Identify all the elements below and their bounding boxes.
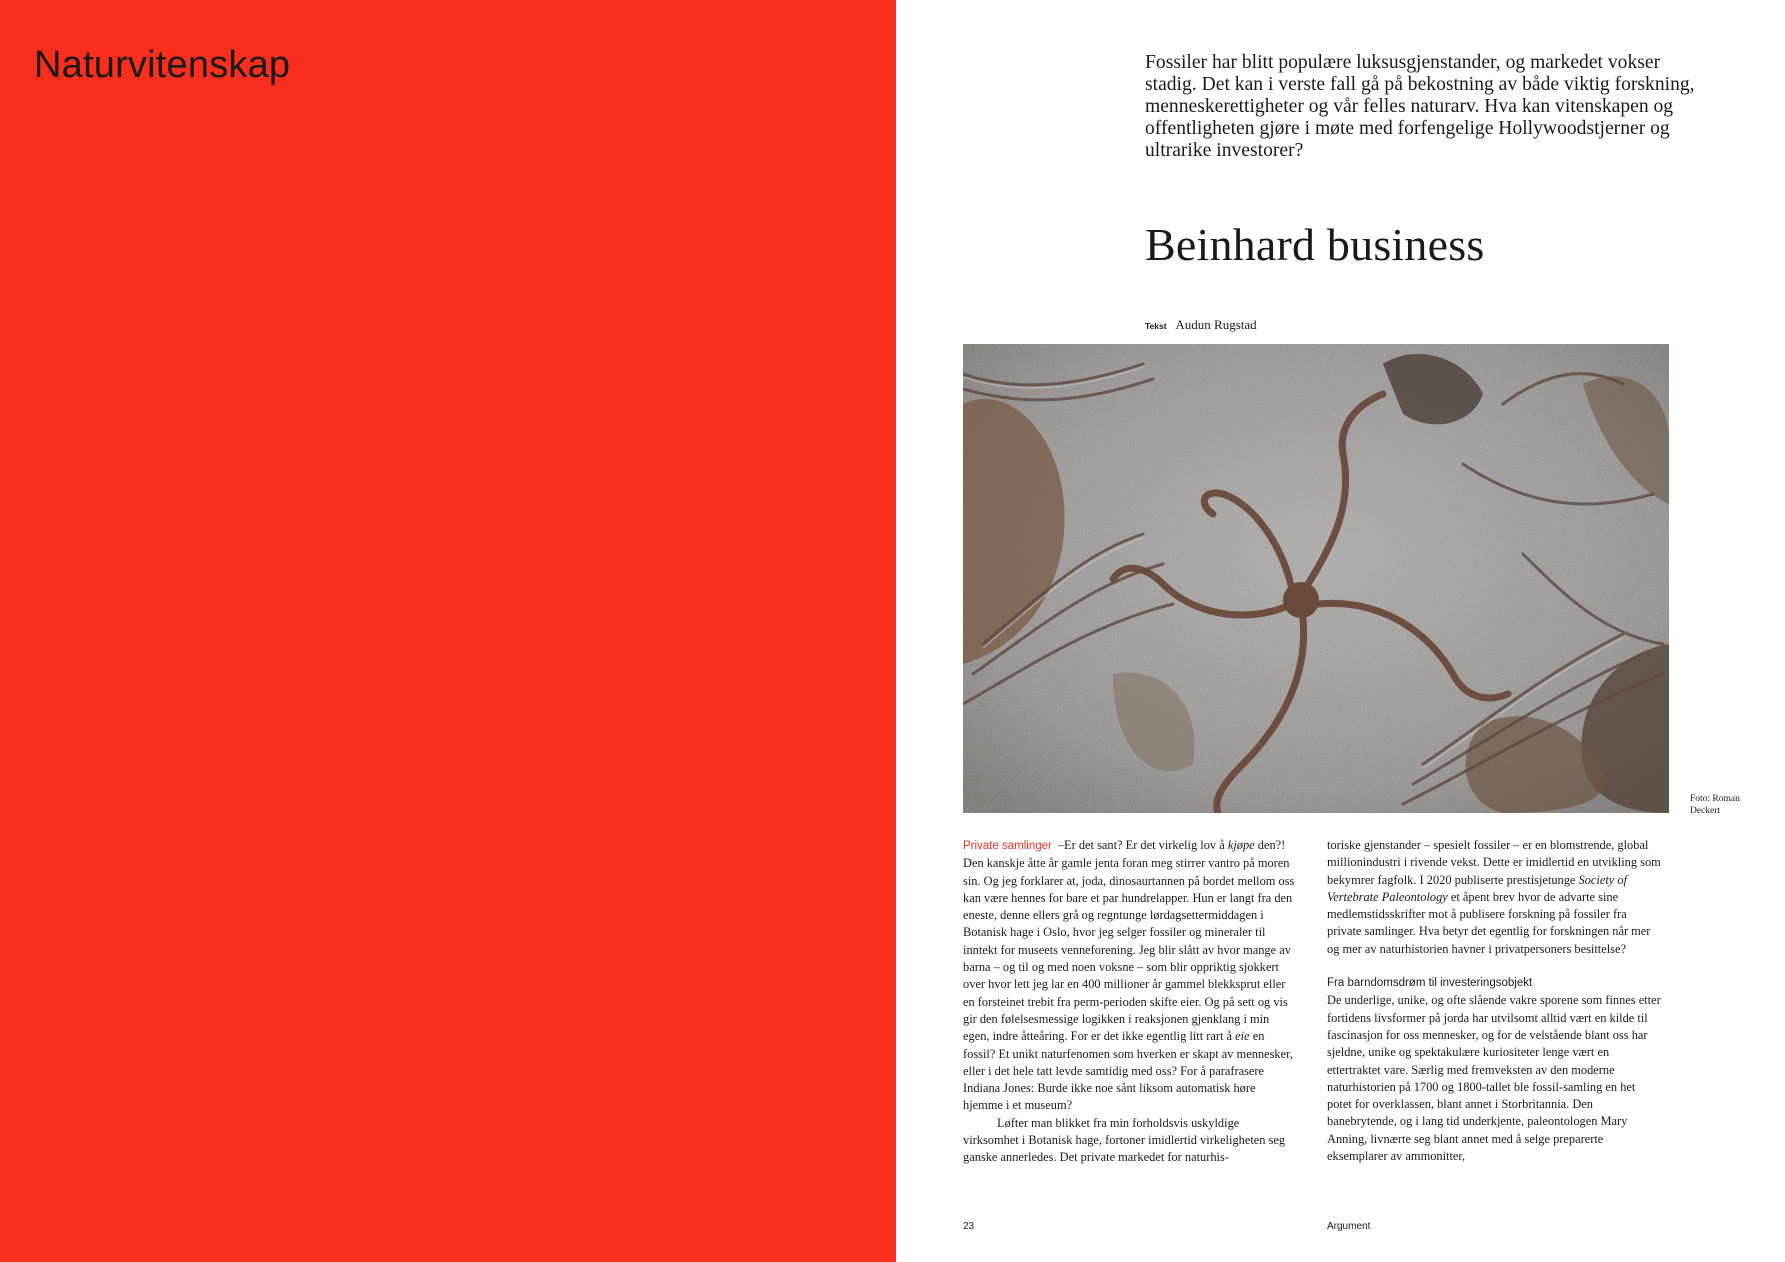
fossil-photo <box>963 344 1669 813</box>
subheading: Fra barndomsdrøm til investeringsobjekt <box>1327 977 1533 990</box>
text-run: en fossil? Et unikt naturfenomen som hverken er skapt av mennesker, eller i det hele tatt levde samtidig med oss? For å parafrasere Indiana Jones: Burde ikke noe sånt liksom automatisk høre hjemme i et museum? <box>963 1029 1293 1113</box>
emphasis: kjøpe <box>1227 838 1255 852</box>
text-run: –Er det sant? Er det virkelig lov å <box>1057 838 1228 852</box>
paragraph <box>963 837 1297 1115</box>
byline <box>1145 317 1257 333</box>
magazine-name: Argument <box>1327 1221 1371 1232</box>
emphasis: eie <box>1235 1029 1250 1044</box>
article-lede: Fossiler har blitt populære luksusgjenstander, og markedet vokser stadig. Det kan i verste fall gå på bekostning av både viktig forskning, menneskerettigheter og vår felles naturarv. Hva kan vitenskapen og offentligheten gjøre i møte med forfengelige Hollywoodstjerner og ultrarike investorer? <box>1145 52 1695 161</box>
text-run: toriske gjenstander – spesielt fossiler – er en blomstrende, global millionindustri i rivende vekst. Dette er imidlertid en utvikling som bekymrer fagfolk. I 2020 publiserte prestisjetunge <box>1327 838 1661 887</box>
byline-author: Audun Rugstad <box>1175 317 1257 332</box>
byline-label: Tekst <box>1145 321 1167 331</box>
photo-credit: Foto: Roman Deckert <box>1690 794 1740 816</box>
paragraph: Løfter man blikket fra min forholdsvis uskyldige virksomhet i Botanisk hage, fortoner imidlertid virkeligheten seg ganske annerledes. Det private markedet for naturhis- <box>963 1115 1286 1165</box>
text-column-1 <box>963 837 1297 1167</box>
kicker-label: Private samlinger <box>963 840 1052 852</box>
page-number: 23 <box>963 1221 975 1232</box>
text-run: den?! Den kanskje åtte år gamle jenta foran meg stirrer vantro på moren sin. Og jeg forklarer at, joda, dinosaurtannen på bordet mellom oss kan være hennes for bare et par hundrelapper. Hun er langt fra den eneste, denne ellers grå og regntunge lørdagsettermiddagen i Botanisk hage i Oslo, hvor jeg selger fossiler og mineraler til inntekt for museets venneforening. Jeg blir slått av hvor mange av barna – og til og med noen voksne – som blir oppriktig sjokkert over hvor lett jeg lar en 400 millioner år gammel blekksprut eller en forsteinet trebit fra perm-perioden skifte eier. Og på sett og vis gir den følelsesmessige logikken i reaksjonen gjenklang i min egen, indre åtteåring. For er det ikke egentlig litt rart å <box>963 838 1295 1044</box>
text-run: et åpent brev hvor de advarte sine medlemstidsskrifter mot å publisere forskning på fossiler fra private samlinger. Hva betyr det egentlig for forskningen når mer og mer av naturhistorien havner i privatpersoners besittelse? <box>1327 889 1651 956</box>
emphasis: Society of Vertebrate Paleontology <box>1327 872 1628 904</box>
article-headline: Beinhard business <box>1145 219 1485 270</box>
paragraph: De underlige, unike, og ofte slående vakre sporene som finnes etter fortidens livsformer på jorda har utvilsomt alltid vært en kilde til fascinasjon for oss mennesker, og for de velstående blant oss har sjeldne, unike og spektakulære kuriositeter lenge vært en ettertraktet vare. Særlig med fremveksten av den moderne naturhistorien på 1700 og 1800-tallet ble fossil-samling en het potet for overklassen, blant annet i Storbritannia. Den banebrytende, og i lang tid underkjente, paleontologen Mary Anning, livnærte seg blant annet med å selge preparerte eksemplarer av ammonitter, <box>1327 993 1661 1164</box>
text-column-2 <box>1327 837 1661 1165</box>
section-title: Naturvitenskap <box>34 44 291 86</box>
paragraph <box>1327 837 1661 958</box>
